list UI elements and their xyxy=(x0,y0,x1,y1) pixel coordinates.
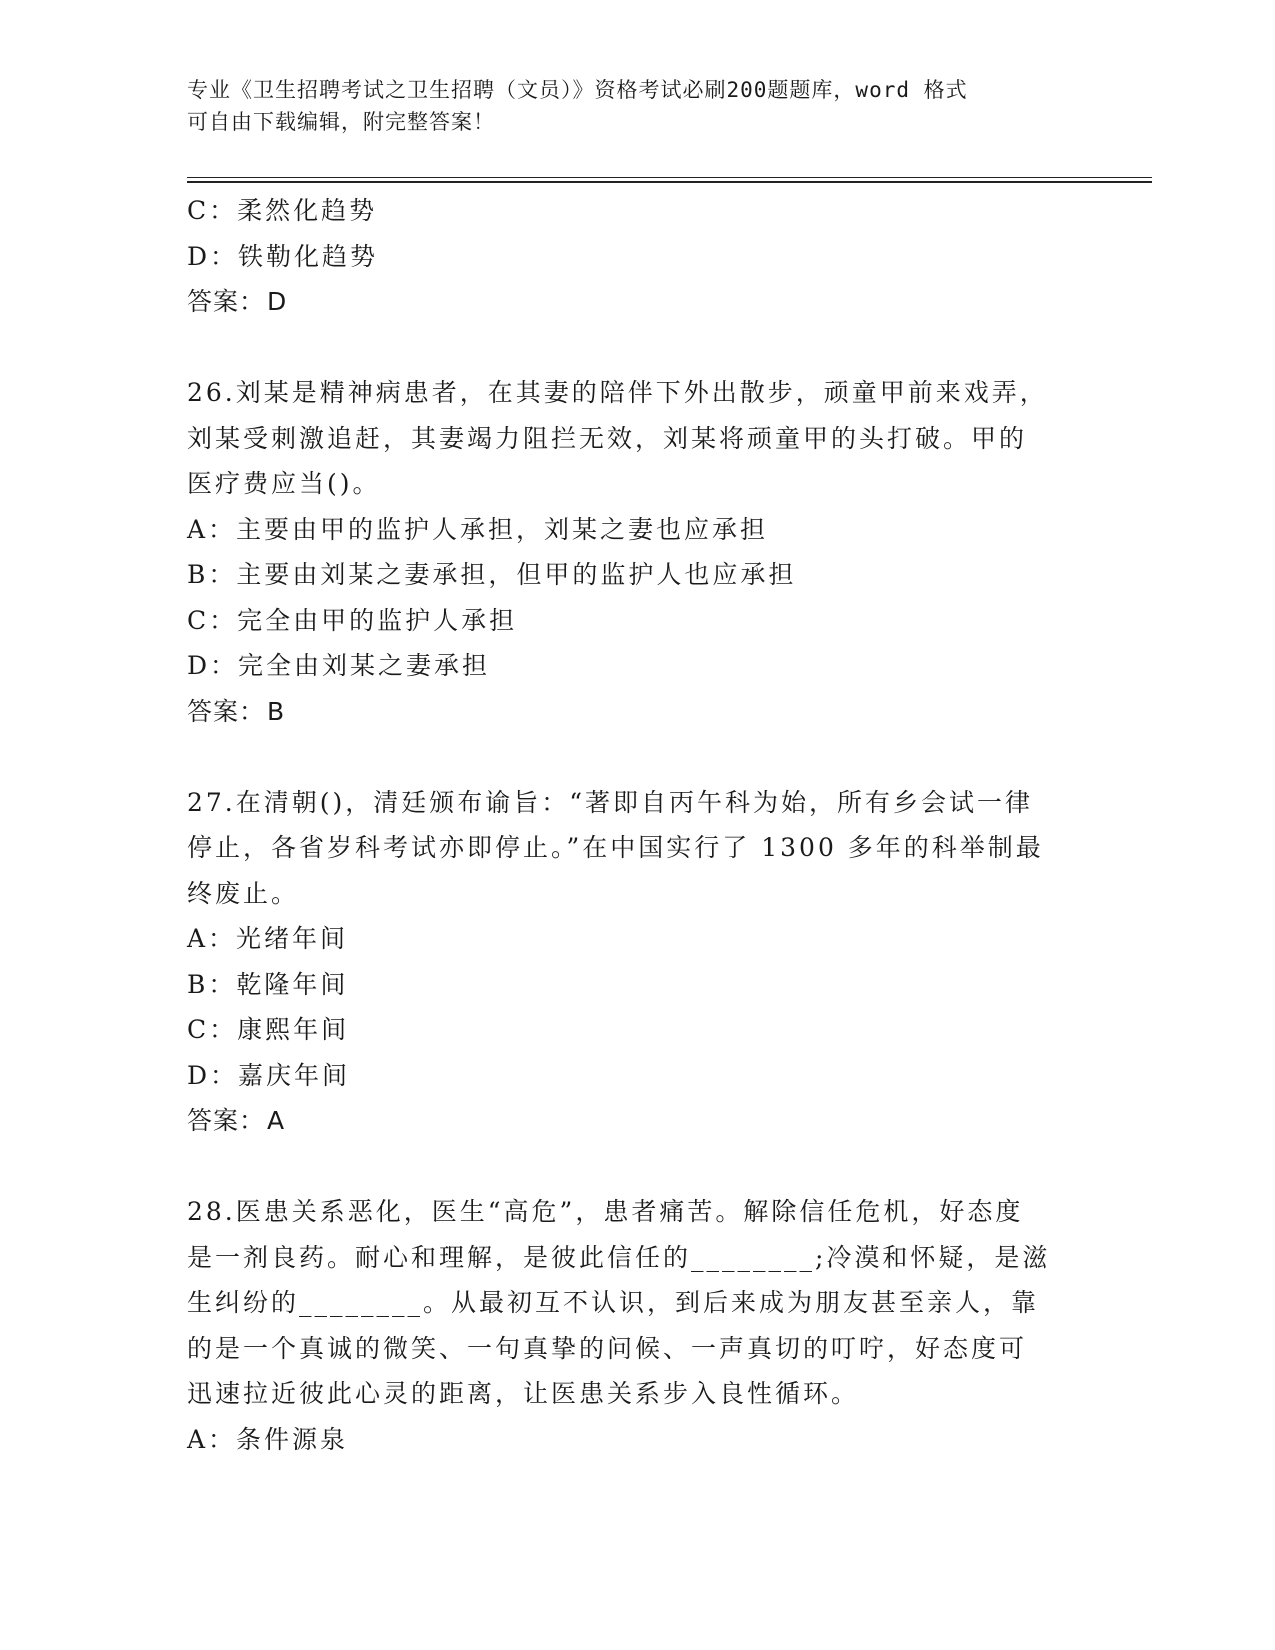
question-stem-line: 停止，各省岁科考试亦即停止。”在中国实行了 1300 多年的科举制最 xyxy=(187,833,1044,862)
spacer xyxy=(187,734,1087,780)
question-stem-line: 27.在清朝()，清廷颁布谕旨：“著即自丙午科为始，所有乡会试一律 xyxy=(187,787,1034,817)
answer-line xyxy=(187,689,1087,735)
answer-label: 答案： xyxy=(187,1106,266,1135)
option-b: B：乾隆年间 xyxy=(187,969,349,999)
option-c: C：康熙年间 xyxy=(187,1015,350,1044)
question-stem-line: 迅速拉近彼此心灵的距离，让医患关系步入良性循环。 xyxy=(187,1379,860,1408)
option-c: C：柔然化趋势 xyxy=(187,196,378,225)
option-a: A：条件源泉 xyxy=(187,1424,349,1454)
option-d: D：铁勒化趋势 xyxy=(187,241,379,271)
answer-key: A xyxy=(267,1106,286,1135)
question-stem-line: 的是一个真诚的微笑、一句真挚的问候、一声真切的叮咛，好态度可 xyxy=(187,1333,1028,1363)
option-d: D：完全由刘某之妻承担 xyxy=(187,651,491,680)
question-28 xyxy=(187,1189,1087,1462)
header-divider-thick xyxy=(187,181,1152,183)
question-content xyxy=(187,188,1087,1462)
answer-label: 答案： xyxy=(187,287,266,316)
document-header xyxy=(187,74,1067,138)
spacer xyxy=(187,1144,1087,1190)
question-27 xyxy=(187,780,1087,1144)
header-line-1: 专业《卫生招聘考试之卫生招聘（文员）》资格考试必刷200题题库，word 格式 xyxy=(187,78,968,102)
question-26 xyxy=(187,370,1087,734)
question-stem-line: 生纠纷的________。从最初互不认识，到后来成为朋友甚至亲人，靠 xyxy=(187,1288,1040,1317)
header-divider-thin xyxy=(187,177,1152,178)
answer-line xyxy=(187,1098,1087,1144)
question-stem-line: 终废止。 xyxy=(187,878,300,908)
question-stem-line: 是一剂良药。耐心和理解，是彼此信任的________;冷漠和怀疑，是滋 xyxy=(187,1242,1051,1272)
question-25-tail xyxy=(187,188,1087,325)
option-c: C：完全由甲的监护人承担 xyxy=(187,605,518,635)
option-d: D：嘉庆年间 xyxy=(187,1060,351,1090)
header-line-2: 可自由下载编辑，附完整答案！ xyxy=(187,110,495,134)
answer-label: 答案： xyxy=(187,696,266,726)
answer-key: B xyxy=(267,696,286,726)
question-stem-line: 28.医患关系恶化，医生“高危”，患者痛苦。解除信任危机，好态度 xyxy=(187,1197,1024,1226)
question-stem-line: 刘某受刺激追赶，其妻竭力阻拦无效，刘某将顽童甲的头打破。甲的 xyxy=(187,423,1028,453)
answer-line xyxy=(187,279,1087,325)
answer-key: D xyxy=(267,287,288,316)
option-a: A：光绪年间 xyxy=(187,924,349,953)
option-a: A：主要由甲的监护人承担，刘某之妻也应承担 xyxy=(187,514,769,544)
spacer xyxy=(187,325,1087,371)
question-stem-line: 医疗费应当()。 xyxy=(187,469,381,498)
question-stem-line: 26.刘某是精神病患者，在其妻的陪伴下外出散步，顽童甲前来戏弄， xyxy=(187,378,1048,407)
option-b: B：主要由刘某之妻承担，但甲的监护人也应承担 xyxy=(187,560,797,589)
